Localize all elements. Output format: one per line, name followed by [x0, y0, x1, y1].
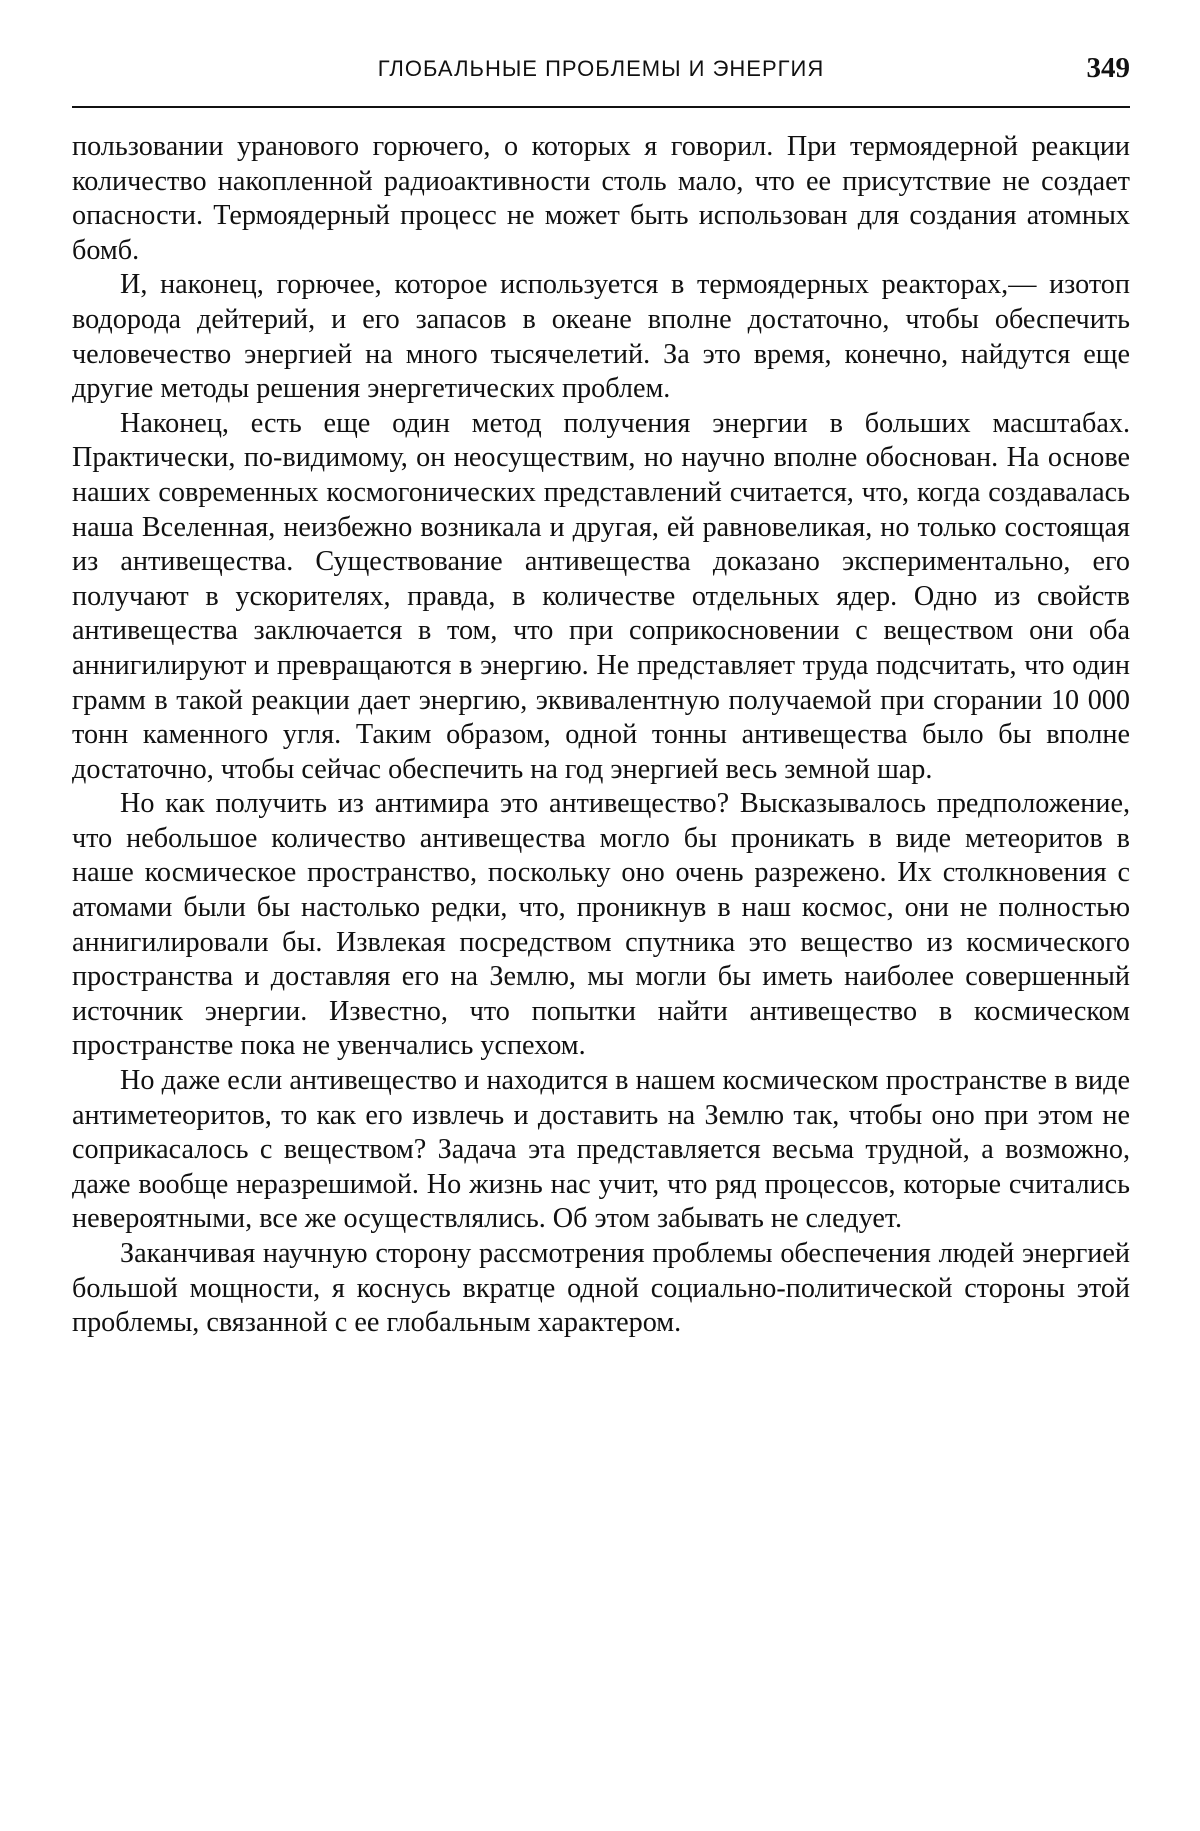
page-header: [72, 52, 1130, 96]
header-rule: [72, 106, 1130, 108]
paragraph: Наконец, есть еще один метод получения энергии в больших масштабах. Практически, по-видимому, он неосуществим, но научно вполне обоснован. На основе наших современных космогонических представлений считается, что, когда создавалась наша Вселенная, неизбежно возникала и другая, ей равновеликая, но только состоящая из антивещества. Существование антивещества доказано экспериментально, его получают в ускорителях, правда, в количестве отдельных ядер. Одно из свойств антивещества заключается в том, что при соприкосновении с веществом они оба аннигилируют и превращаются в энергию. Не представляет труда подсчитать, что один грамм в такой реакции дает энергию, эквивалентную получаемой при сгорании 10 000 тонн каменного угля. Таким образом, одной тонны антивещества было бы вполне достаточно, чтобы сейчас обеспечить на год энергией весь земной шар.: [72, 407, 1130, 785]
page-number: 349: [1086, 52, 1130, 84]
book-page: [72, 52, 1130, 1341]
paragraph: Но даже если антивещество и находится в нашем космическом пространстве в виде антиметеоритов, то как его извлечь и доставить на Землю так, чтобы оно при этом не соприкасалось с веществом? Задача эта представляется весьма трудной, а возможно, даже вообще неразрешимой. Но жизнь нас учит, что ряд процессов, которые считались невероятными, все же осуществлялись. Об этом забывать не следует.: [72, 1065, 1130, 1235]
paragraph: Но как получить из антимира это антивещество? Высказывалось предположение, что небольшое количество антивещества могло бы проникать в виде метеоритов в наше космическое пространство, поскольку оно очень разрежено. Их столкновения с атомами были бы настолько редки, что, проникнув в наш космос, они не полностью аннигилировали бы. Извлекая посредством спутника это вещество из космического пространства и доставляя его на Землю, мы могли бы иметь наиболее совершенный источник энергии. Известно, что попытки найти антивещество в космическом пространстве пока не увенчались успехом.: [72, 788, 1130, 1062]
paragraph-continuation: пользовании уранового горючего, о которых я говорил. При термоядерной реакции количество накопленной радиоактивности столь мало, что ее присутствие не создает опасности. Термоядерный процесс не может быть использован для создания атомных бомб.: [72, 131, 1130, 266]
body-text: [72, 130, 1130, 1341]
paragraph: И, наконец, горючее, которое используется в термоядерных реакторах,— изотоп водорода дейтерий, и его запасов в океане вполне достаточно, чтобы обеспечить человечество энергией на много тысячелетий. За это время, конечно, найдутся еще другие методы решения энергетических проблем.: [72, 269, 1130, 405]
running-title: ГЛОБАЛЬНЫЕ ПРОБЛЕМЫ И ЭНЕРГИЯ: [377, 56, 825, 81]
paragraph: Заканчивая научную сторону рассмотрения проблемы обеспечения людей энергией большой мощности, я коснусь вкратце одной социально-политической стороны этой проблемы, связанной с ее глобальным характером.: [72, 1238, 1130, 1339]
